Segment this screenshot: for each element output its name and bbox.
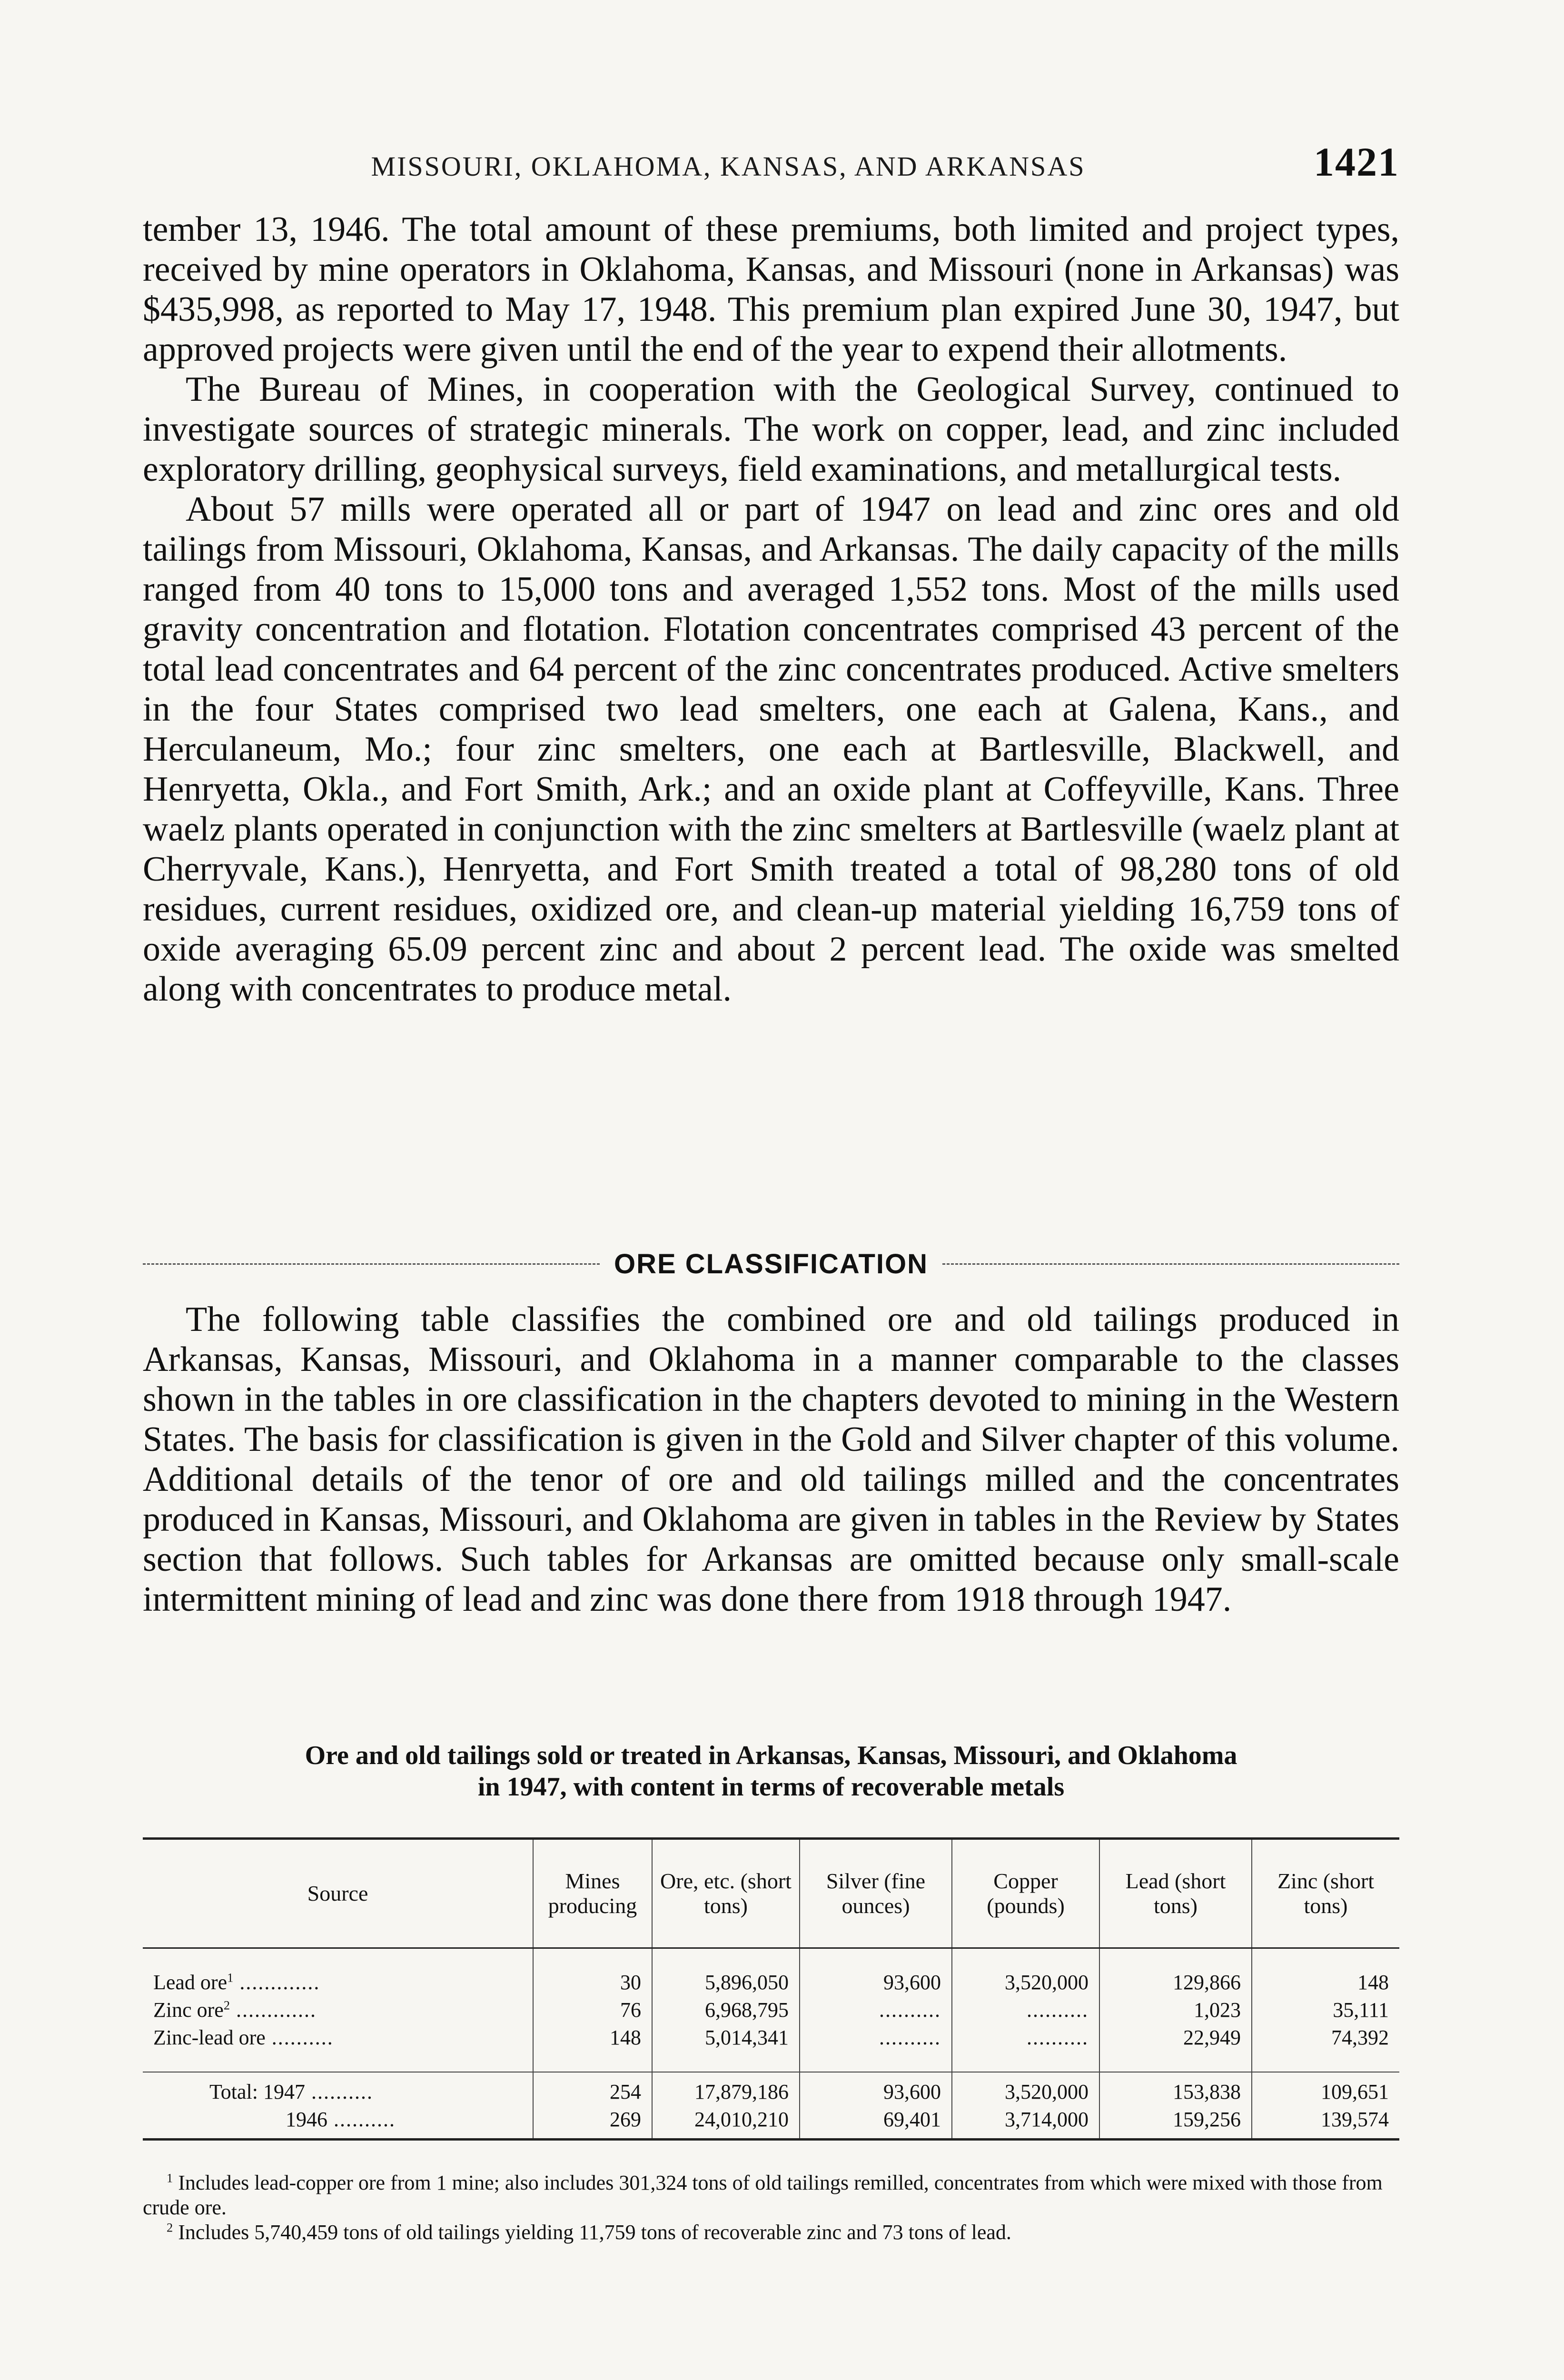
ore-classification-text (143, 1299, 1399, 1619)
paragraph-mills-smelters: About 57 mills were operated all or part of 1947 on lead and zinc ores and old tailings from Missouri, Oklahoma, Kansas, and Arkansas. The daily capacity of the mills ranged from 40 tons to 15,000 tons and averaged 1,552 tons. Most of the mills used gravity concentration and flotation. Flotation concentrates comprised 43 percent of the total lead concentrates and 64 percent of the zinc concentrates produced. Active smelters in the four States comprised two lead smelters, one each at Galena, Kans., and Herculaneum, Mo.; four zinc smelters, one each at Bartlesville, Blackwell, and Henryetta, Okla., and Fort Smith, Ark.; and an oxide plant at Coffeyville, Kans. Three waelz plants operated in conjunction with the zinc smelters at Bartlesville (waelz plant at Cherryvale, Kans.), Henryetta, and Fort Smith treated a total of 98,280 tons of old residues, current residues, oxidized ore, and clean-up material yielding 16,759 tons of oxide averaging 65.09 percent zinc and about 2 percent lead. The oxide was smelted along with concentrates to produce metal. (143, 490, 1399, 1009)
paragraph-ore-classification: The following table classifies the combined ore and old tailings produced in Arkansas, Kansas, Missouri, and Oklahoma in a manner comparable to the classes shown in the tables in ore classification in the chapters devoted to mining in the Western States. The basis for classification is given in the Gold and Silver chapter of this volume. Additional details of the tenor of ore and old tailings milled and the concentrates produced in Kansas, Missouri, and Oklahoma are given in tables in the Review by States section that follows. Such tables for Arkansas are omitted because only small-scale intermittent mining of lead and zinc was done there from 1918 through 1947. (143, 1300, 1399, 1619)
total-zinc: 109,651 (1252, 2072, 1399, 2106)
table-caption-line-1: Ore and old tailings sold or treated in Arkansas, Kansas, Missouri, and Oklahoma (305, 1741, 1237, 1770)
section-heading (143, 1242, 1399, 1285)
row-lead: 129,866 (1099, 1969, 1252, 1996)
table-row (143, 2024, 1399, 2052)
header-source: Source (143, 1839, 533, 1948)
table-caption-line-2: in 1947, with content in terms of recoverable metals (477, 1772, 1065, 1802)
footnote-1: $^1$ Includes lead-copper ore from 1 mine; also includes 301,324 tons of old tailings remilled, concentrates from which were mixed with those from crude ore. (143, 2171, 1383, 2219)
row-source: Lead ore$^1$ ............. (153, 1970, 320, 1994)
row-zinc: 35,111 (1252, 1996, 1399, 2024)
row-copper: .......... (952, 1996, 1099, 2024)
total-label: 1946 .......... (143, 2106, 533, 2140)
header-ore: Ore, etc. (short tons) (652, 1839, 800, 1948)
table-header-row (143, 1839, 1399, 1948)
header-mines: Mines producing (533, 1839, 652, 1948)
row-copper: .......... (952, 2024, 1099, 2052)
running-head (143, 138, 1399, 185)
row-zinc: 148 (1252, 1969, 1399, 1996)
total-silver: 69,401 (800, 2106, 952, 2140)
total-copper: 3,714,000 (952, 2106, 1099, 2140)
row-ore: 6,968,795 (652, 1996, 800, 2024)
row-copper: 3,520,000 (952, 1969, 1099, 1996)
footnotes (143, 2171, 1399, 2245)
heading-rule-right (942, 1263, 1399, 1265)
paragraph-premiums: tember 13, 1946. The total amount of these premiums, both limited and project types, received by mine operators in Oklahoma, Kansas, and Missouri (none in Arkansas) was $435,998, as reported to May 17, 1948. This premium plan expired June 30, 1947, but approved projects were given until the end of the year to expend their allotments. (143, 210, 1399, 369)
table-row (143, 1996, 1399, 2024)
total-mines: 254 (533, 2072, 652, 2106)
total-lead: 153,838 (1099, 2072, 1252, 2106)
total-ore: 17,879,186 (652, 2072, 800, 2106)
footnote-mark: 1 (227, 1970, 234, 1985)
header-zinc: Zinc (short tons) (1252, 1839, 1399, 1948)
footnote-mark: 2 (223, 1998, 230, 2013)
row-silver: .......... (800, 2024, 952, 2052)
row-ore: 5,014,341 (652, 2024, 800, 2052)
page-number: 1421 (1314, 139, 1399, 185)
row-lead: 1,023 (1099, 1996, 1252, 2024)
intro-text (143, 209, 1399, 1009)
header-silver: Silver (fine ounces) (800, 1839, 952, 1948)
row-silver: .......... (800, 1996, 952, 2024)
table-caption (143, 1740, 1399, 1803)
total-ore: 24,010,210 (652, 2106, 800, 2140)
total-lead: 159,256 (1099, 2106, 1252, 2140)
total-zinc: 139,574 (1252, 2106, 1399, 2140)
total-mines: 269 (533, 2106, 652, 2140)
ore-table (143, 1837, 1399, 2141)
paragraph-bureau-of-mines: The Bureau of Mines, in cooperation with the Geological Survey, continued to investigate sources of strategic minerals. The work on copper, lead, and zinc included exploratory drilling, geophysical surveys, field examinations, and metallurgical tests. (143, 370, 1399, 489)
row-ore: 5,896,050 (652, 1969, 800, 1996)
table-row (143, 1969, 1399, 1996)
heading-rule-left (143, 1263, 600, 1265)
total-copper: 3,520,000 (952, 2072, 1099, 2106)
total-silver: 93,600 (800, 2072, 952, 2106)
row-silver: 93,600 (800, 1969, 952, 1996)
row-source: Zinc ore$^2$ ............. (153, 1998, 317, 2022)
table-total-row (143, 2072, 1399, 2106)
section-heading-label: ORE CLASSIFICATION (614, 1248, 929, 1279)
total-label: Total: 1947 .......... (143, 2072, 533, 2106)
table-total-row (143, 2106, 1399, 2140)
row-zinc: 74,392 (1252, 2024, 1399, 2052)
row-mines: 148 (533, 2024, 652, 2052)
footnote-mark: 1 (167, 2171, 173, 2185)
footnote-mark: 2 (167, 2220, 173, 2235)
footnote-2: $^2$ Includes 5,740,459 tons of old tailings yielding 11,759 tons of recoverable zinc and 73 tons of lead. (167, 2220, 1011, 2244)
row-mines: 30 (533, 1969, 652, 1996)
row-source: Zinc-lead ore .......... (153, 2026, 334, 2049)
header-lead: Lead (short tons) (1099, 1839, 1252, 1948)
header-copper: Copper (pounds) (952, 1839, 1099, 1948)
row-lead: 22,949 (1099, 2024, 1252, 2052)
running-head-title: MISSOURI, OKLAHOMA, KANSAS, AND ARKANSAS (371, 151, 1086, 182)
row-mines: 76 (533, 1996, 652, 2024)
